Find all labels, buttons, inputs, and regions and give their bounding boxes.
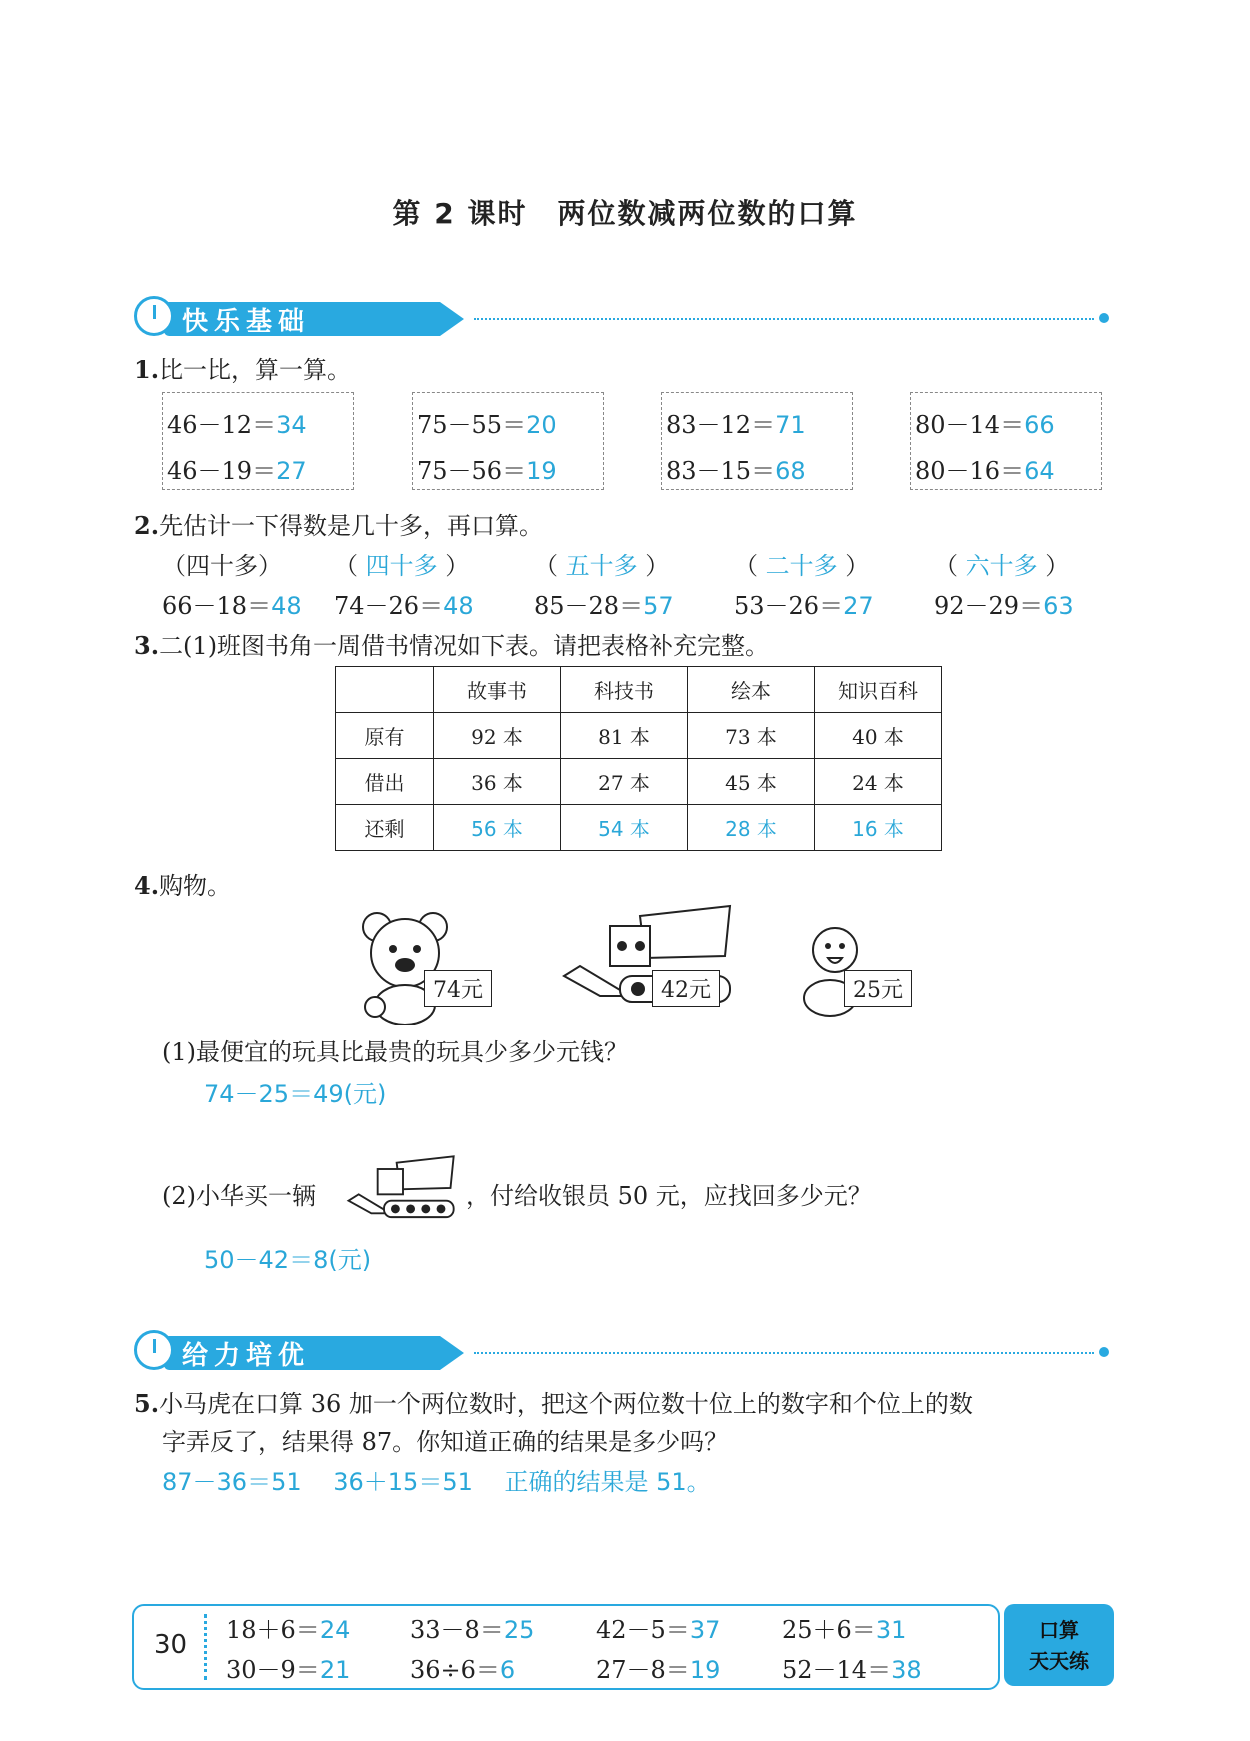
clock-icon <box>134 1330 174 1370</box>
question-2-prompt: 2.先估计一下得数是几十多，再口算。 <box>134 511 544 540</box>
estimate-1: （四十多） <box>162 552 282 580</box>
sub-question-1: (1)最便宜的玩具比最贵的玩具少多少元钱？ <box>162 1038 628 1066</box>
section-banner-advanced <box>134 1334 1114 1374</box>
footer-calc: 42－5＝37 <box>596 1616 721 1644</box>
table-row: 借出 36 本 27 本 45 本 24 本 <box>336 759 942 805</box>
divider <box>204 1614 207 1680</box>
daily-practice-badge: 口算 天天练 <box>1004 1604 1114 1686</box>
question-5-line2: 字弄反了，结果得 87。你知道正确的结果是多少吗？ <box>162 1428 729 1456</box>
page-title: 第 2 课时 两位数减两位数的口算 <box>392 197 858 230</box>
borrow-table <box>335 666 942 851</box>
sub-question-2-a: (2)小华买一辆 <box>162 1182 316 1210</box>
table-row: 原有 92 本 81 本 73 本 40 本 <box>336 713 942 759</box>
estimate-2: （ 四十多 ） <box>334 552 470 580</box>
sub-answer-1: 74－25＝49(元) <box>204 1080 387 1108</box>
footer-calc: 52－14＝38 <box>782 1656 922 1684</box>
price-tag-truck: 42元 <box>652 970 720 1007</box>
footer-calc: 36÷6＝6 <box>410 1656 516 1684</box>
question-5-answer: 87－36＝51 36＋15＝51 正确的结果是 51。 <box>162 1468 711 1496</box>
estimate-3: （ 五十多 ） <box>534 552 670 580</box>
sub-question-2-b: ，付给收银员 50 元，应找回多少元？ <box>466 1182 872 1210</box>
question-5-line1: 5.小马虎在口算 36 加一个两位数时，把这个两位数十位上的数字和个位上的数 <box>134 1389 973 1418</box>
dot-icon <box>1099 1347 1109 1357</box>
dot-icon <box>1099 313 1109 323</box>
calc-5: 92－29＝63 <box>934 592 1074 620</box>
question-3-prompt: 3.二(1)班图书角一周借书情况如下表。请把表格补充完整。 <box>134 631 770 660</box>
section-label: 给力培优 <box>182 1341 311 1371</box>
estimate-4: （ 二十多 ） <box>734 552 870 580</box>
calc-1: 66－18＝48 <box>162 592 302 620</box>
calc-4: 53－26＝27 <box>734 592 874 620</box>
calc-2: 74－26＝48 <box>334 592 474 620</box>
teddy-bear-icon <box>355 905 475 1025</box>
compare-box-2: 75－55＝20 75－56＝19 <box>412 392 604 490</box>
daily-practice-footer <box>132 1604 1000 1690</box>
footer-calc: 27－8＝19 <box>596 1656 721 1684</box>
calc-3: 85－28＝57 <box>534 592 674 620</box>
compare-box-1: 46－12＝34 46－19＝27 <box>162 392 354 490</box>
dotted-line <box>474 318 1094 320</box>
section-banner-basic <box>134 300 1114 340</box>
small-bulldozer-icon <box>346 1150 460 1226</box>
table-header-row: 故事书 科技书 绘本 知识百科 <box>336 667 942 713</box>
price-tag-duck: 25元 <box>844 970 912 1007</box>
clock-icon <box>134 296 174 336</box>
question-1-prompt: 1.比一比，算一算。 <box>134 355 352 384</box>
price-tag-bear: 74元 <box>424 970 492 1007</box>
compare-box-4: 80－14＝66 80－16＝64 <box>910 392 1102 490</box>
footer-calc: 30－9＝21 <box>226 1656 351 1684</box>
sub-answer-2: 50－42＝8(元) <box>204 1246 372 1274</box>
table-row: 还剩 56 本 54 本 28 本 16 本 <box>336 805 942 851</box>
estimate-5: （ 六十多 ） <box>934 552 1070 580</box>
section-label: 快乐基础 <box>182 307 311 337</box>
page-number: 30 <box>154 1630 188 1660</box>
footer-calc: 25＋6＝31 <box>782 1616 907 1644</box>
compare-box-3: 83－12＝71 83－15＝68 <box>661 392 853 490</box>
footer-calc: 18＋6＝24 <box>226 1616 351 1644</box>
footer-calc: 33－8＝25 <box>410 1616 535 1644</box>
dotted-line <box>474 1352 1094 1354</box>
question-4-prompt: 4.购物。 <box>134 871 232 900</box>
